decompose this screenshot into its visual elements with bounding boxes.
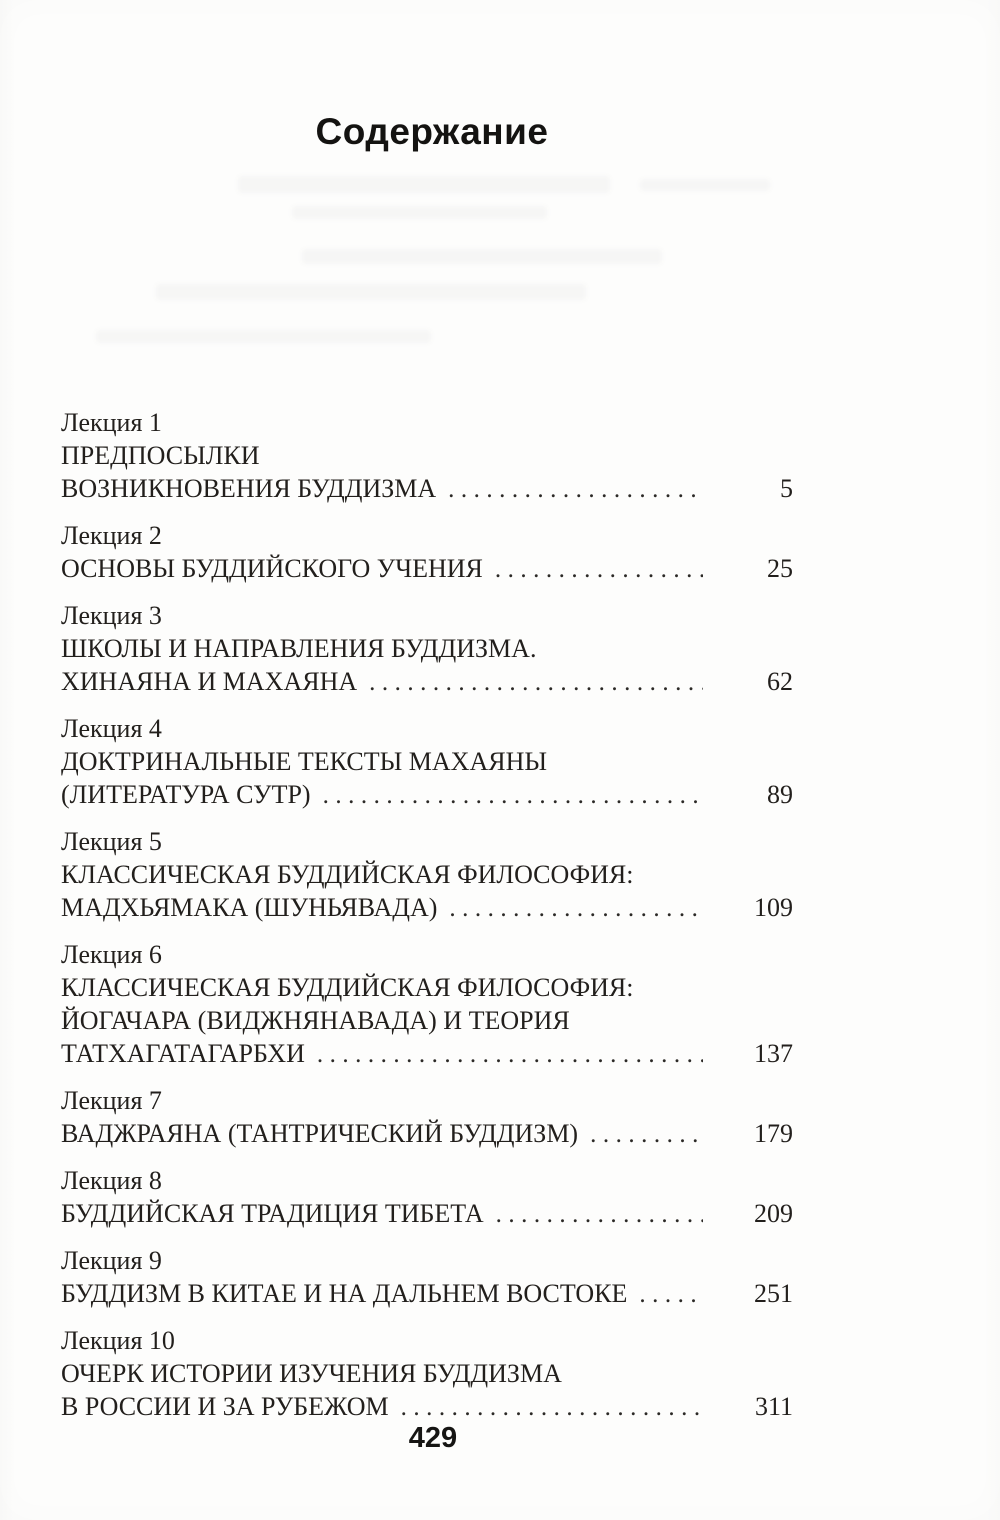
dot-leader	[590, 1118, 703, 1151]
entry-page-number: 62	[767, 667, 793, 696]
entry-title-text: ВАДЖРАЯНА (ТАНТРИЧЕСКИЙ БУДДИЗМ)	[61, 1119, 579, 1148]
lecture-label: Лекция 10	[61, 1326, 175, 1355]
entry-title-text: БУДДИЗМ В КИТАЕ И НА ДАЛЬНЕМ ВОСТОКЕ	[61, 1279, 628, 1308]
entry-page-number: 109	[754, 893, 793, 922]
entry-page-number: 179	[754, 1119, 793, 1148]
toc-entry	[61, 712, 793, 812]
dot-leader	[495, 553, 703, 586]
dot-leader	[317, 1038, 703, 1071]
lecture-label: Лекция 3	[61, 601, 162, 630]
entry-title-line: ОЧЕРК ИСТОРИИ ИЗУЧЕНИЯ БУДДИЗМА	[61, 1359, 562, 1388]
toc-entry	[61, 1324, 793, 1424]
toc-entry	[61, 938, 793, 1071]
bleed-through-text	[238, 176, 610, 193]
entry-page-number: 25	[767, 554, 793, 583]
lecture-label: Лекция 4	[61, 714, 162, 743]
dot-leader	[401, 1391, 703, 1424]
entry-leader-line	[61, 1390, 793, 1424]
bleed-through-text	[302, 249, 662, 264]
bleed-through-text	[96, 330, 431, 343]
entry-leader-line	[61, 552, 793, 586]
entry-page-number: 209	[754, 1199, 793, 1228]
entry-title-line: ЙОГАЧАРА (ВИДЖНЯНАВАДА) И ТЕОРИЯ	[61, 1006, 570, 1035]
entry-page-number: 311	[754, 1392, 793, 1421]
entry-title-text: (ЛИТЕРАТУРА СУТР)	[61, 780, 311, 809]
entry-leader-line	[61, 1277, 793, 1311]
lecture-label: Лекция 6	[61, 940, 162, 969]
lecture-label: Лекция 5	[61, 827, 162, 856]
bleed-through-text	[640, 179, 770, 191]
entry-page-number: 251	[754, 1279, 793, 1308]
entry-title-line: КЛАССИЧЕСКАЯ БУДДИЙСКАЯ ФИЛОСОФИЯ:	[61, 973, 634, 1002]
toc-list	[61, 406, 793, 1437]
entry-page-number: 89	[767, 780, 793, 809]
entry-title-line: КЛАССИЧЕСКАЯ БУДДИЙСКАЯ ФИЛОСОФИЯ:	[61, 860, 634, 889]
entry-leader-line	[61, 1037, 793, 1071]
lecture-label: Лекция 9	[61, 1246, 162, 1275]
toc-entry	[61, 1244, 793, 1311]
entry-leader-line	[61, 891, 793, 925]
toc-entry	[61, 825, 793, 925]
dot-leader	[639, 1278, 703, 1311]
dot-leader	[449, 892, 703, 925]
toc-entry	[61, 599, 793, 699]
entry-title-text: БУДДИЙСКАЯ ТРАДИЦИЯ ТИБЕТА	[61, 1199, 484, 1228]
bleed-through-text	[292, 206, 547, 219]
lecture-label: Лекция 2	[61, 521, 162, 550]
entry-title-text: МАДХЬЯМАКА (ШУНЬЯВАДА)	[61, 893, 438, 922]
entry-title-text: ВОЗНИКНОВЕНИЯ БУДДИЗМА	[61, 474, 437, 503]
page-title: Содержание	[315, 110, 549, 152]
page-number: 429	[408, 1422, 458, 1454]
entry-title-text: В РОССИИ И ЗА РУБЕЖОМ	[61, 1392, 389, 1421]
entry-page-number: 137	[754, 1039, 793, 1068]
entry-leader-line	[61, 1117, 793, 1151]
entry-title-text: ТАТХАГАТАГАРБХИ	[61, 1039, 305, 1068]
entry-title-line: ПРЕДПОСЫЛКИ	[61, 441, 260, 470]
dot-leader	[323, 779, 703, 812]
toc-entry	[61, 406, 793, 506]
entry-leader-line	[61, 1197, 793, 1231]
entry-page-number: 5	[780, 474, 793, 503]
toc-entry	[61, 1164, 793, 1231]
dot-leader	[369, 666, 703, 699]
toc-entry	[61, 519, 793, 586]
lecture-label: Лекция 1	[61, 408, 162, 437]
bleed-through-text	[156, 284, 586, 300]
entry-title-text: ХИНАЯНА И МАХАЯНА	[61, 667, 358, 696]
entry-title-line: ШКОЛЫ И НАПРАВЛЕНИЯ БУДДИЗМА.	[61, 634, 537, 663]
lecture-label: Лекция 8	[61, 1166, 162, 1195]
entry-leader-line	[61, 472, 793, 506]
entry-title-text: ОСНОВЫ БУДДИЙСКОГО УЧЕНИЯ	[61, 554, 483, 583]
lecture-label: Лекция 7	[61, 1086, 162, 1115]
entry-leader-line	[61, 778, 793, 812]
dot-leader	[496, 1198, 703, 1231]
dot-leader	[448, 473, 703, 506]
entry-leader-line	[61, 665, 793, 699]
entry-title-line: ДОКТРИНАЛЬНЫЕ ТЕКСТЫ МАХАЯНЫ	[61, 747, 548, 776]
toc-entry	[61, 1084, 793, 1151]
